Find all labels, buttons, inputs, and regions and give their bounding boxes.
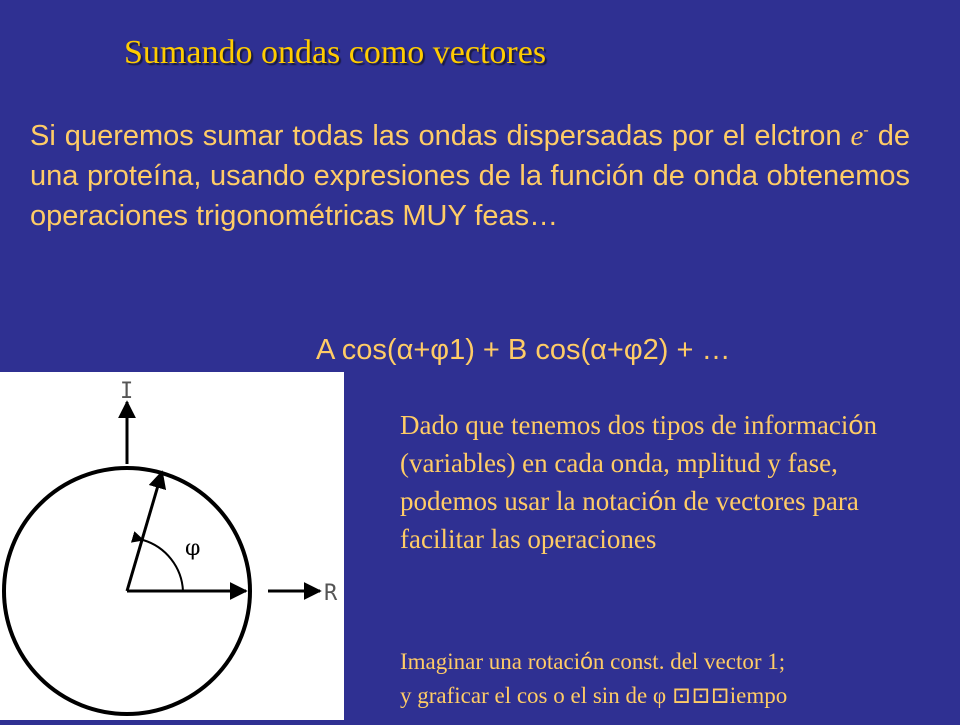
slide-title: Sumando ondas como vectores bbox=[124, 34, 547, 71]
electron-charge: - bbox=[863, 121, 869, 139]
intro-text-1: Si queremos sumar todas las ondas dispersadas por el elctron bbox=[30, 120, 851, 152]
rotation-note bbox=[400, 644, 950, 713]
desc-text-2: n (variables) en cada onda, mplitud y fase, podemos usar la notaci bbox=[400, 410, 877, 516]
intro-text-3: na, usando expresiones de la funci bbox=[161, 160, 612, 192]
note-accent: ó bbox=[580, 648, 593, 674]
i-axis-label: I bbox=[120, 379, 134, 404]
note-line-2: y graficar el cos o el sin de φ ⊡⊡⊡iempo bbox=[400, 683, 788, 708]
electron-symbol: e bbox=[850, 120, 864, 152]
vector-diagram bbox=[0, 372, 344, 720]
intro-text-2: de una prote bbox=[30, 120, 910, 192]
note-text-1b: n const. del vector 1; bbox=[592, 649, 786, 674]
angle-arc bbox=[143, 540, 183, 591]
desc-text-3: n de vectores para facilitar las operaciones bbox=[400, 486, 859, 554]
desc-text-1: Dado que tenemos dos tipos de informaci bbox=[400, 410, 849, 440]
wave-sum-formula: A cos(α+φ1) + B cos(α+φ2) + … bbox=[316, 334, 731, 366]
note-line-1 bbox=[400, 644, 950, 679]
intro-text-5: tricas MUY feas… bbox=[325, 200, 559, 232]
desc-accent-2: ó bbox=[648, 486, 664, 516]
vector-phi bbox=[127, 472, 162, 591]
intro-paragraph bbox=[30, 116, 910, 236]
note-text-1a: Imaginar una rotaci bbox=[400, 649, 581, 674]
intro-text-4: n de onda obtenemos operaciones trigonom bbox=[30, 160, 911, 232]
vector-diagram-svg bbox=[0, 372, 344, 720]
phi-label: φ bbox=[185, 536, 201, 561]
intro-accent-o: ó bbox=[611, 160, 628, 192]
vector-description bbox=[400, 406, 940, 558]
intro-accent-i: í bbox=[153, 160, 162, 192]
intro-accent-e: é bbox=[308, 200, 326, 232]
r-axis-label: R bbox=[324, 581, 338, 606]
desc-accent-1: ó bbox=[848, 410, 864, 440]
